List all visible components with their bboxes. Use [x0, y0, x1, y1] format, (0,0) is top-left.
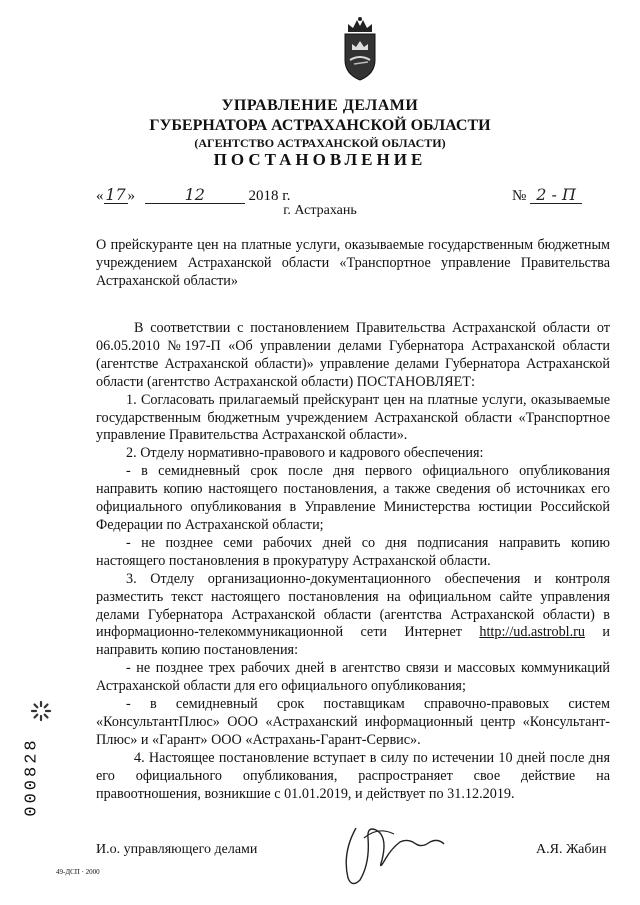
document-body [96, 320, 610, 803]
signatory-name: А.Я. Жабин [536, 842, 607, 857]
intro-paragraph: В соответствии с постановлением Правительства Астраханской области от 06.05.2010 №197-П «Об управлении делами Губернатора Астраханской области (агентстве Астраханской области)» управление делами Губернатора Астраханской области (агентство Астраханской области) ПОСТАНОВЛЯЕТ: [96, 320, 610, 390]
clause-3-text: 3. Отделу организационно-документационного обеспечения и контроля разместить текст настоящего постановления на официальном сайте управления делами Губернатора Астраханской области (агентства Астраханской области) в информационно-телекоммуникационной сети Интернет [96, 570, 610, 641]
clause-1: 1. Согласовать прилагаемый прейскурант цен на платные услуги, оказываемые государственным бюджетным учреждением Астраханской области «Транспортное управление Правительства Астраханской области». [96, 391, 610, 444]
website-link[interactable]: http://ud.astrobl.ru [479, 624, 585, 641]
document-subject: О прейскуранте цен на платные услуги, оказываемые государственным бюджетным учреждением Астраханской области «Транспортное управление Правительства Астраханской области» [96, 237, 610, 289]
astrakhan-coat-of-arms-icon [340, 16, 380, 84]
clause-2b: - не позднее семи рабочих дней со дня подписания направить копию настоящего постановления в прокуратуру Астраханской области. [96, 534, 610, 569]
date-quote-open: « [96, 188, 104, 204]
serial-number [20, 732, 44, 822]
clause-3 [96, 571, 610, 661]
header-line-3: (АГЕНТСТВО АСТРАХАНСКОЙ ОБЛАСТИ) [194, 136, 446, 150]
asterisk-stamp-icon [30, 700, 52, 722]
date-quote-close: » [127, 188, 135, 204]
clause-3b: - в семидневный срок поставщикам справочно-правовых систем «КонсультантПлюс» ООО «Астраханский информационный центр «Консультант-Плюс» и «Гарант» ООО «Астрахань-Гарант-Сервис». [96, 696, 610, 748]
date-day: 17 [105, 185, 126, 204]
clause-3-text-end: и направить копию постановления: [96, 624, 611, 659]
date-month: 12 [145, 186, 245, 204]
header-line-1: УПРАВЛЕНИЕ ДЕЛАМИ [221, 97, 419, 114]
number-value: 2 - П [530, 186, 582, 204]
clause-4: 4. Настоящее постановление вступает в силу по истечении 10 дней после дня его официального опубликования, распространяет свое действие на правоотношения, возникшие с 01.01.2019, и действует по 31.12.2019. [96, 749, 610, 802]
form-code: 49-ДСП · 2000 [56, 868, 100, 876]
date-year: 2018 г. [248, 188, 291, 204]
document-type-title: ПОСТАНОВЛЕНИЕ [213, 150, 427, 169]
clause-2a: - в семидневный срок после дня первого официального опубликования направить копию настоящего постановления, а также сведения об источниках его официального опубликования в Управление Министерства юстиции Российской Федерации по Астраханской области; [96, 463, 610, 533]
document-city: г. Астрахань [283, 203, 357, 218]
header-line-2: ГУБЕРНАТОРА АСТРАХАНСКОЙ ОБЛАСТИ [149, 117, 491, 134]
number-prefix: № [512, 188, 527, 204]
signatory-position: И.о. управляющего делами [96, 842, 258, 857]
clause-2: 2. Отделу нормативно-правового и кадрового обеспечения: [126, 445, 484, 462]
serial-number-text: 000828 [22, 737, 42, 817]
clause-3a: - не позднее трех рабочих дней в агентство связи и массовых коммуникаций Астраханской области для его официального опубликования; [96, 660, 610, 695]
handwritten-signature [334, 808, 454, 890]
